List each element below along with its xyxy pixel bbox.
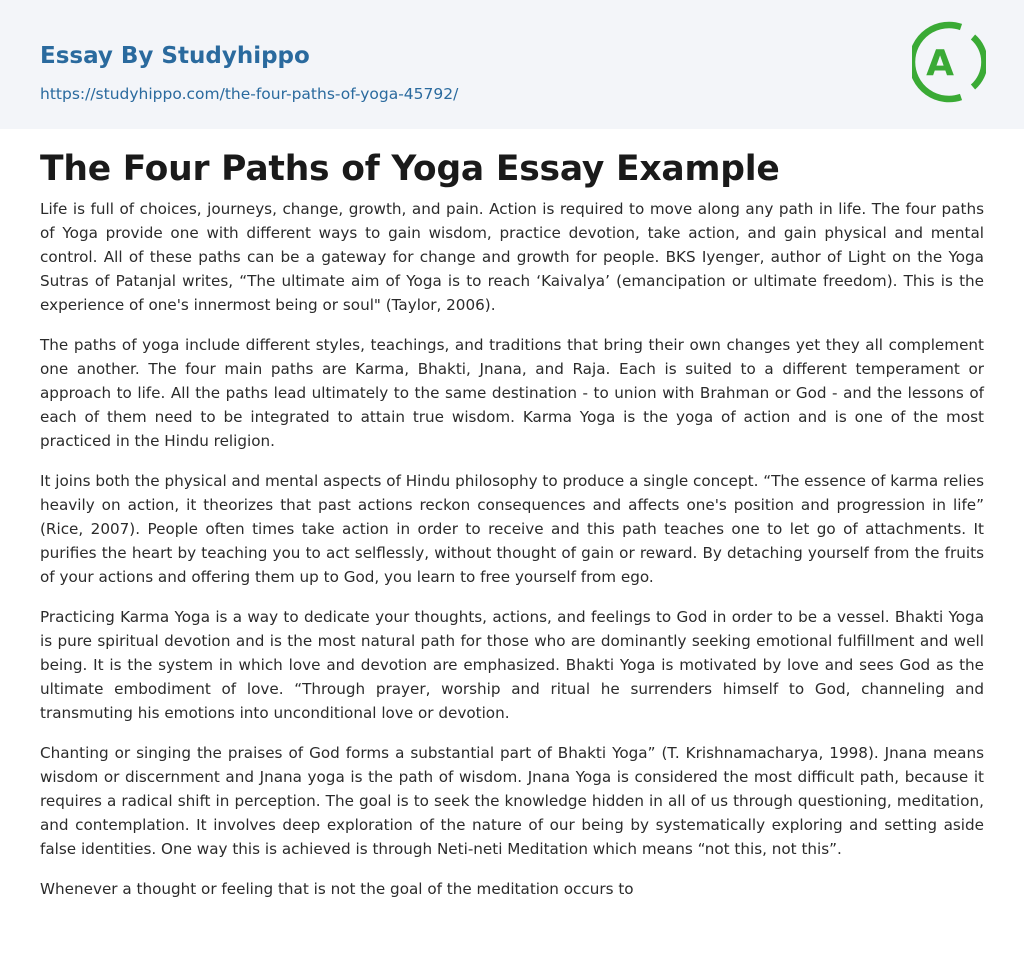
article-paragraph: Chanting or singing the praises of God forms a substantial part of Bhakti Yoga” (T. Krishnamacharya, 1998). Jnana means wisdom or discernment and Jnana yoga is the path of wisdom. Jnana Yoga is considered the most difficult path, because it requires a radical shift in perception. The goal is to seek the knowledge hidden in all of us through questioning, meditation, and contemplation. It involves deep exploration of the nature of our being by systematically exploring and setting aside false identities. One way this is achieved is through Neti-neti Meditation which means “not this, not this”. — [40, 744, 984, 858]
article-paragraph: Whenever a thought or feeling that is not the goal of the meditation occurs to — [40, 880, 634, 898]
site-header — [0, 0, 1024, 129]
article — [0, 129, 1024, 901]
article-paragraph: It joins both the physical and mental aspects of Hindu philosophy to produce a single concept. “The essence of karma relies heavily on action, it theorizes that past actions reckon consequences and affects one's position and progression in life” (Rice, 2007). People often times take action in order to receive and this path teaches one to let go of attachments. It purifies the heart by teaching you to act selflessly, without thought of gain or reward. By detaching yourself from the fruits of your actions and offering them up to God, you learn to free yourself from ego. — [40, 472, 984, 586]
logo-letter: A — [926, 43, 954, 84]
article-paragraph: The paths of yoga include different styles, teachings, and traditions that bring their own changes yet they all complement one another. The four main paths are Karma, Bhakti, Jnana, and Raja. Each is suited to a different temperament or approach to life. All the paths lead ultimately to the same destination - to union with Brahman or God - and the lessons of each of them need to be integrated to attain true wisdom. Karma Yoga is the yoga of action and is one of the most practiced in the Hindu religion. — [40, 336, 984, 450]
article-paragraph: Life is full of choices, journeys, change, growth, and pain. Action is required to move along any path in life. The four paths of Yoga provide one with different ways to gain wisdom, practice devotion, take action, and gain physical and mental control. All of these paths can be a gateway for change and growth for people. BKS Iyenger, author of Light on the Yoga Sutras of Patanjal writes, “The ultimate aim of Yoga is to reach ‘Kaivalya’ (emancipation or ultimate freedom). This is the experience of one's innermost being or soul" (Taylor, 2006). — [40, 200, 984, 314]
article-paragraph: Practicing Karma Yoga is a way to dedicate your thoughts, actions, and feelings to God in order to be a vessel. Bhakti Yoga is pure spiritual devotion and is the most natural path for those who are dominantly seeking emotional fulfillment and well being. It is the system in which love and devotion are emphasized. Bhakti Yoga is motivated by love and sees God as the ultimate embodiment of love. “Through prayer, worship and ritual he surrenders himself to God, channeling and transmuting his emotions into unconditional love or devotion. — [40, 608, 984, 722]
article-body — [40, 197, 984, 901]
essay-url-link[interactable]: https://studyhippo.com/the-four-paths-of-yoga-45792/ — [40, 85, 459, 103]
letter-a-circle-logo-icon[interactable] — [912, 19, 986, 105]
site-brand[interactable]: Essay By Studyhippo — [40, 43, 310, 69]
article-title: The Four Paths of Yoga Essay Example — [40, 149, 780, 189]
